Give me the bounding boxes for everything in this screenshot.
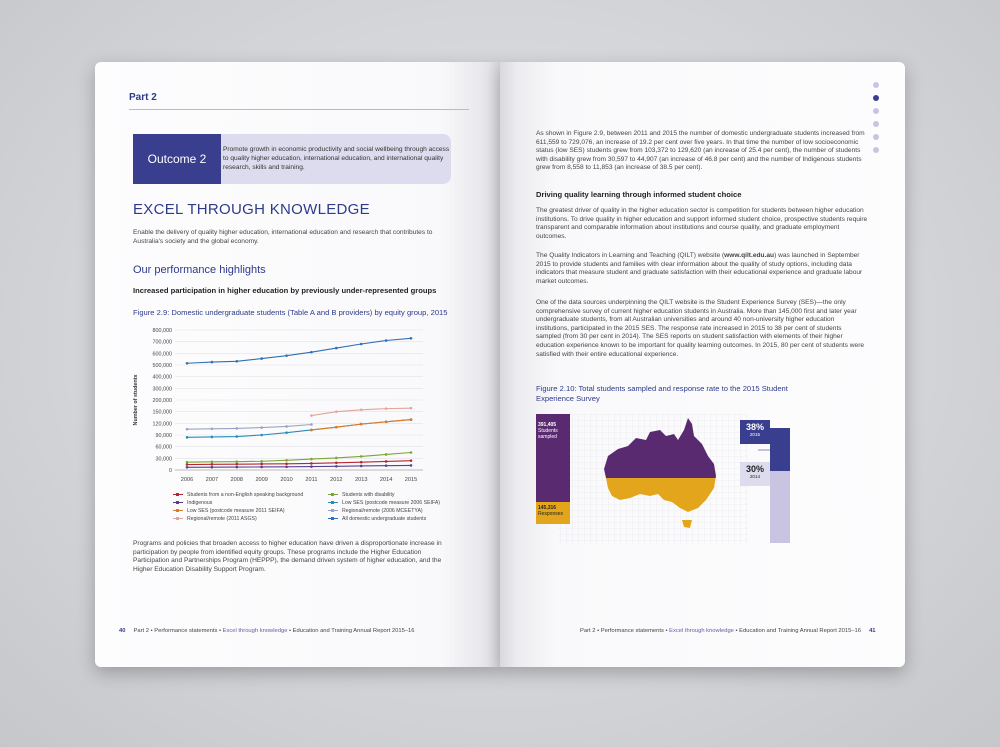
series-point [310,458,313,461]
series-point [211,436,214,439]
x-tick-label: 2009 [255,477,268,483]
series-point [360,423,363,426]
legend-label: Students with disability [342,492,395,498]
series-point [186,428,189,431]
footer-right-pre: Part 2 • Performance statements • [580,628,670,634]
outcome-tag: Outcome 2 [133,134,221,184]
series-point [410,418,413,421]
series-point [410,451,413,454]
qilt-paragraph [536,252,868,286]
series-point [285,354,288,357]
series-point [211,427,214,430]
rate-2015-year: 2015 [749,432,761,437]
series-line [187,425,311,430]
qilt-text-b: ) was launched in September 2015 to provide students and families with clear information about the quality of study options, including data indicators that measure student and graduate satisfaction with their educational experience and graduate labour market outcomes. [536,252,863,285]
x-tick-label: 2007 [205,477,219,483]
competition-paragraph: The greatest driver of quality in the higher education sector is competition for students between higher education institutions. To drive quality in higher education and support informed student choice, prospective students require transparent and comparable information about institutions and course quality, and graduate employment outcomes. [536,207,868,240]
sampled-label [538,422,568,440]
legend-item [328,508,423,514]
series-point [211,463,214,466]
series-point [186,463,189,466]
series-point [260,434,263,437]
footer-left [119,628,415,634]
legend-label: Regional/remote (2011 ASGS) [187,516,257,522]
series-point [335,426,338,429]
series-point [385,407,388,410]
section-dot [873,147,879,153]
y-tick-label: 700,000 [152,339,172,346]
figure-2-9-title: Figure 2.9: Domestic undergraduate students (Table A and B providers) by equity group, 2015 [133,308,448,317]
y-tick-label: 90,000 [155,433,172,439]
figure-2-10-infographic [536,414,836,549]
x-tick-label: 2014 [379,477,393,483]
x-tick-label: 2015 [404,477,418,483]
page-number-left: 40 [119,628,126,634]
footer-right-highlight: Excel through knowledge [669,628,734,634]
sampled-value: 391,405 [538,422,557,428]
series-point [235,463,238,466]
y-tick-label: 0 [169,468,172,474]
subheading-participation: Increased participation in higher education by previously under-represented groups [133,286,437,295]
x-tick-label: 2010 [280,477,293,483]
series-point [310,429,313,432]
series-line [187,453,411,463]
figure-2-9-line-chart [131,322,431,492]
legend-item [328,516,426,522]
qilt-text-a: The Quality Indicators in Learning and Teaching (QILT) website ( [536,252,725,259]
page-number-right: 41 [869,628,876,634]
series-point [285,466,288,469]
y-tick-label: 400,000 [152,374,172,381]
series-point [186,461,189,464]
intro-text: Enable the delivery of quality higher education, international education and research that contributes to Australia's society and the global economy. [133,229,433,245]
series-point [410,337,413,340]
series-point [310,465,313,468]
series-point [385,339,388,342]
series-point [335,410,338,413]
section-heading-highlights: Our performance highlights [133,264,266,276]
series-point [360,455,363,458]
series-point [360,461,363,464]
footer-left-highlight: Excel through knowledge [222,628,288,634]
rate-2015-value: 38% [745,422,764,432]
series-point [335,457,338,460]
y-tick-label: 150,000 [152,409,172,416]
series-point [211,466,214,469]
y-tick-label: 60,000 [155,444,172,451]
part-divider [129,109,469,110]
series-point [310,462,313,465]
series-point [335,465,338,468]
legend-swatch [173,502,183,503]
section-dot [873,134,879,140]
y-tick-label: 800,000 [152,328,172,334]
series-point [285,462,288,465]
series-point [235,435,238,438]
legend-swatch [328,502,338,503]
qilt-link[interactable]: www.qilt.edu.au [724,252,775,259]
series-point [385,460,388,463]
responses-label [538,505,568,517]
rate-2014-year: 2014 [749,474,761,479]
figure-2-10-title: Figure 2.10: Total students sampled and response rate to the 2015 Student Experience Survey [536,384,788,403]
legend-item [173,492,303,498]
x-tick-label: 2013 [354,477,368,483]
legend-swatch [328,494,338,495]
footer-left-post: • Education and Training Annual Report 2015–16 [287,628,415,634]
y-tick-label: 30,000 [155,456,172,463]
ses-paragraph: One of the data sources underpinning the QILT website is the Student Experience Survey (SES)—the only comprehensive survey of current higher education students in Australia. More than 145,000 first and later year undergraduate students, from all Australian universities and around 40 non-university higher education institutions, participated in the 2015 SES. The response rate increased in 2015 to 38 per cent of students sampled (from 30 per cent in 2014). The SES reports on student satisfaction with elements of their higher education experience known to be important for quality learning outcomes. In 2015, 80 per cent of students were satisfied with their entire educational experience. [536,299,865,358]
series-point [360,465,363,468]
legend-label: Low SES (postcode measure 2006 SEIFA) [342,500,441,506]
x-tick-label: 2006 [180,477,194,483]
series-point [235,460,238,463]
legend-label: All domestic undergraduate students [342,516,427,522]
x-tick-label: 2011 [305,477,318,483]
legend-item [173,516,257,522]
section-dot [873,121,879,127]
y-tick-label: 300,000 [152,386,172,393]
legend-item [173,500,212,506]
legend-label: Regional/remote (2006 MCEETYA) [342,508,423,514]
series-point [285,459,288,462]
series-point [235,427,238,430]
legend-item [328,500,440,506]
series-point [186,436,189,439]
legend-item [328,492,394,498]
series-line [187,338,411,363]
rate-2014-bar [770,471,790,543]
series-point [260,460,263,463]
page-title: EXCEL THROUGH KNOWLEDGE [133,201,370,218]
section-dot [873,82,879,88]
series-point [285,431,288,434]
series-point [235,360,238,363]
legend-label: Indigenous [187,500,213,506]
rate-2015-bar [770,428,790,471]
series-point [385,420,388,423]
series-point [335,462,338,465]
rate-2014-value: 30% [745,464,764,474]
x-tick-label: 2008 [230,477,244,483]
sampled-text: Students sampled [538,428,558,440]
responses-value: 145,316 [538,505,557,511]
footer-left-pre: Part 2 • Performance statements • [133,628,223,634]
series-point [235,466,238,469]
series-point [360,343,363,346]
footer-right-post: • Education and Training Annual Report 2015–16 [733,628,861,634]
footer-right [580,628,876,634]
y-axis-label: Number of students [133,374,139,426]
series-point [310,351,313,354]
series-point [410,459,413,462]
y-tick-label: 600,000 [152,351,172,358]
legend-swatch [173,510,183,511]
rate-2015-box [740,420,770,444]
left-page [95,62,500,667]
legend-swatch [173,518,183,519]
legend-label: Students from a non-English speaking background [187,492,304,498]
series-point [186,466,189,469]
legend-item [173,508,285,514]
series-point [410,407,413,410]
series-point [186,362,189,365]
legend-swatch [328,518,338,519]
series-point [410,464,413,467]
series-point [260,357,263,360]
series-point [285,425,288,428]
outcome-text: Promote growth in economic productivity and social wellbeing through access to quality higher education, international education, and international quality research, skills and training. [223,146,450,171]
growth-paragraph: As shown in Figure 2.9, between 2011 and 2015 the number of domestic undergraduate students increased from 611,559 to 729,076, an increase of 19.2 per cent over five years. In that time the number of low socioeconomic status (low SES) students grew from 103,372 to 129,620 (an increase of 25.4 per cent), the number of students with disability grew from 30,597 to 44,907 (an increase of 46.8 per cent) and the number of Indigenous students grew from 8,558 to 11,853 (an increase of 38.5 per cent). [536,130,865,172]
series-point [260,426,263,429]
right-page [500,62,905,667]
series-point [260,466,263,469]
section-dot [873,108,879,114]
legend-swatch [328,510,338,511]
section-dots [873,82,879,160]
part-label: Part 2 [129,92,157,103]
section-dot-active [873,95,879,101]
series-point [335,347,338,350]
x-tick-label: 2012 [330,477,343,483]
series-line [187,465,411,467]
y-tick-label: 120,000 [152,421,172,428]
series-point [360,409,363,412]
series-point [310,423,313,426]
responses-text: Responses [538,511,564,517]
y-tick-label: 200,000 [152,398,172,404]
heading-driving-quality: Driving quality learning through informed student choice [536,190,742,199]
rate-2014-box [740,462,770,486]
series-point [211,361,214,364]
legend-label: Low SES (postcode measure 2011 SEIFA) [187,508,285,514]
series-point [260,463,263,466]
legend-swatch [173,494,183,495]
series-point [385,464,388,467]
series-point [310,414,313,417]
y-tick-label: 500,000 [152,363,172,369]
series-point [385,453,388,456]
programs-paragraph: Programs and policies that broaden access to higher education have driven a disproportionate increase in participation by people from identified equity groups. These programs include the Higher Education Participation and Partnerships Program (HEPPP), the demand driven system of higher education, and the Higher Education Disability Support Program. [133,540,442,573]
series-point [211,461,214,464]
